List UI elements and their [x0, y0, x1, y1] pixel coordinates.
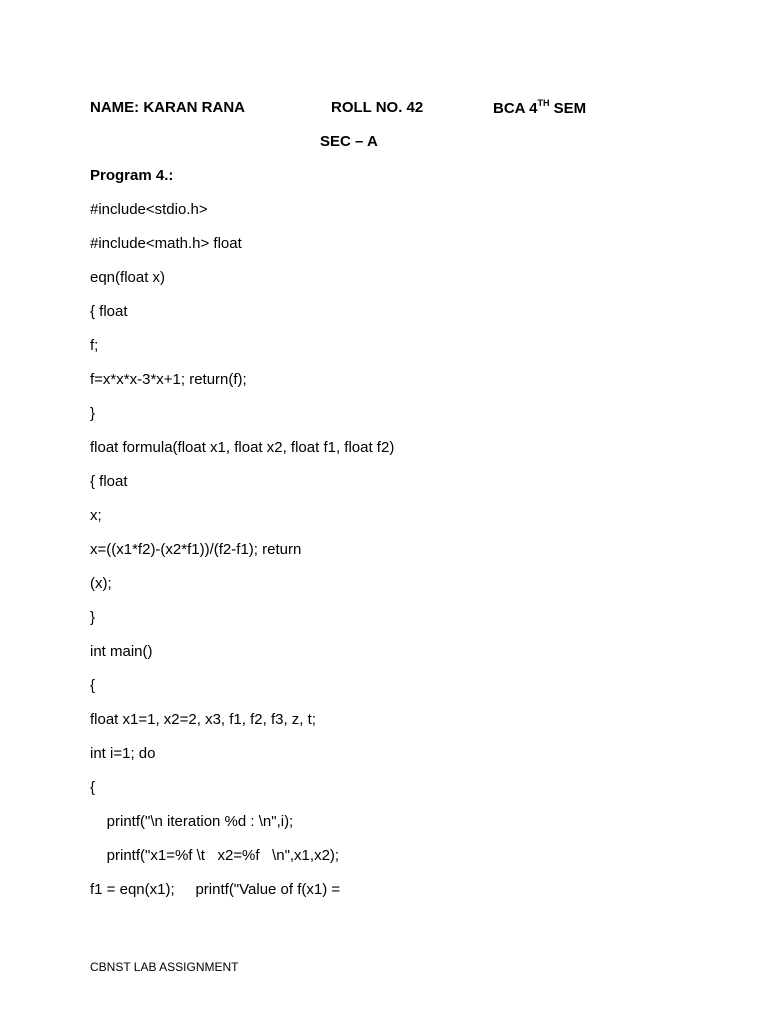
code-line: int i=1; do	[90, 745, 156, 762]
code-line: #include<math.h> float	[90, 235, 242, 252]
code-line: (x);	[90, 575, 112, 592]
code-line: x;	[90, 507, 102, 524]
code-line: {	[90, 677, 96, 694]
roll-number: ROLL NO. 42	[331, 99, 424, 116]
section-label: SEC – A	[320, 133, 378, 150]
code-line: printf("\n iteration %d : \n",i);	[90, 813, 294, 830]
code-line: }	[90, 405, 96, 422]
page-footer: CBNST LAB ASSIGNMENT	[90, 960, 239, 974]
code-line: {	[90, 779, 96, 796]
code-line: float formula(float x1, float x2, float f1, float f2)	[90, 439, 395, 456]
code-line: f;	[90, 337, 99, 354]
program-title: Program 4.:	[90, 167, 174, 184]
code-line: float x1=1, x2=2, x3, f1, f2, f3, z, t;	[90, 711, 316, 728]
class-semester	[493, 99, 586, 117]
code-line: eqn(float x)	[90, 269, 166, 286]
class-prefix: BCA 4	[493, 100, 538, 117]
code-line: printf("x1=%f \t x2=%f \n",x1,x2);	[90, 847, 340, 864]
code-listing	[90, 201, 394, 915]
student-name: NAME: KARAN RANA	[90, 99, 245, 116]
code-line: #include<stdio.h>	[90, 201, 208, 218]
code-line: f1 = eqn(x1); printf("Value of f(x1) =	[90, 881, 341, 898]
class-superscript: TH	[537, 98, 550, 108]
code-line: int main()	[90, 643, 153, 660]
code-line: { float	[90, 473, 128, 490]
code-line: x=((x1*f2)-(x2*f1))/(f2-f1); return	[90, 541, 302, 558]
code-line: }	[90, 609, 96, 626]
code-line: { float	[90, 303, 128, 320]
class-suffix: SEM	[549, 100, 587, 117]
code-line: f=x*x*x-3*x+1; return(f);	[90, 371, 247, 388]
